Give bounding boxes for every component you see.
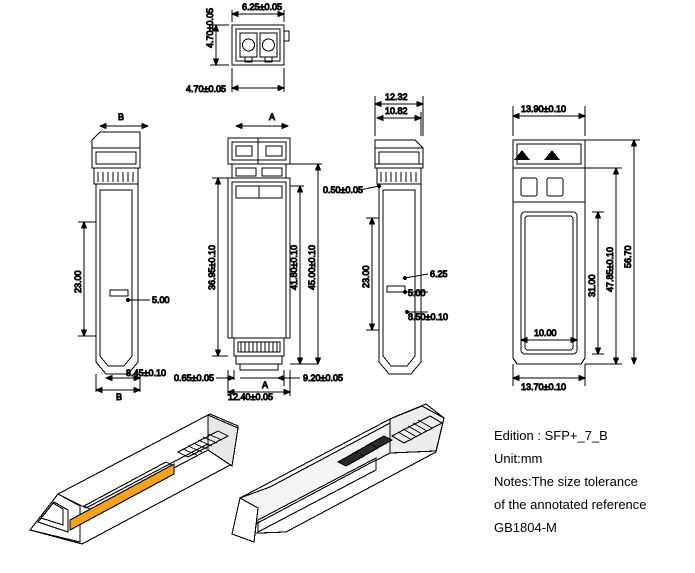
- dim-rear-h2: [585, 168, 622, 364]
- dim-500-right: 5.00: [408, 288, 426, 298]
- dim-625-right: 6.25: [430, 269, 448, 279]
- dim-rear-inner-width: [521, 338, 577, 343]
- dim-4785: 47.85±0.10: [605, 247, 615, 292]
- dim-4500: 45.00±0.10: [307, 245, 317, 290]
- label-b-top: B: [118, 112, 125, 122]
- left-view-letter-b-top: [100, 124, 148, 129]
- top-view-duplex-lc-port: [210, 10, 289, 92]
- dim-050: 0.50±0.05: [323, 185, 363, 195]
- front-section-view: [228, 138, 290, 370]
- label-a-top: A: [269, 112, 276, 122]
- dim-1390: 13.90±0.10: [521, 104, 566, 114]
- iso-view-right: [232, 404, 444, 542]
- dim-5-left: 5.00: [152, 295, 170, 305]
- dim-top-height: 4.70±0.05: [205, 8, 215, 48]
- dim-4180: 41.80±0.10: [289, 245, 299, 290]
- note-line-3: GB1804-M: [494, 520, 557, 535]
- front-view-letter-a-top: [236, 124, 288, 129]
- dim-1370: 13.70±0.10: [521, 382, 566, 392]
- dim-1082: 10.82: [385, 106, 408, 116]
- dim-right-top-widths: [375, 96, 423, 136]
- dim-top-depth: 4.70±0.05: [186, 84, 226, 94]
- label-b-bottom: B: [116, 392, 123, 402]
- dim-5670: 56.70: [623, 245, 633, 268]
- dim-3100: 31.00: [587, 274, 597, 297]
- dim-23-right: 23.00: [361, 265, 371, 288]
- note-line-1: Notes:The size tolerance: [494, 474, 638, 489]
- dim-920: 9.20±0.05: [303, 373, 343, 383]
- note-unit: Unit:mm: [494, 451, 543, 466]
- right-side-view: [375, 140, 423, 374]
- dim-top-width: 6.25±0.05: [242, 2, 282, 12]
- dim-850: 8.50±0.10: [408, 312, 448, 322]
- iso-view-left: [30, 414, 238, 544]
- left-side-view: [92, 132, 140, 374]
- dim-23-left: 23.00: [73, 270, 83, 293]
- dim-065: 0.65±0.05: [174, 373, 214, 383]
- notes-block: [494, 424, 647, 539]
- dim-1232: 12.32: [385, 92, 408, 102]
- label-a-bottom: A: [262, 380, 269, 390]
- dim-right-step: [360, 184, 381, 190]
- note-edition: Edition : SFP+_7_B: [494, 428, 608, 443]
- dim-1000: 10.00: [534, 328, 557, 338]
- dim-1240: 12.40±0.05: [228, 392, 273, 402]
- dim-3695: 36.95±0.10: [207, 245, 217, 290]
- dim-845: 8.45±0.10: [126, 368, 166, 378]
- note-line-2: of the annotated reference: [494, 497, 647, 512]
